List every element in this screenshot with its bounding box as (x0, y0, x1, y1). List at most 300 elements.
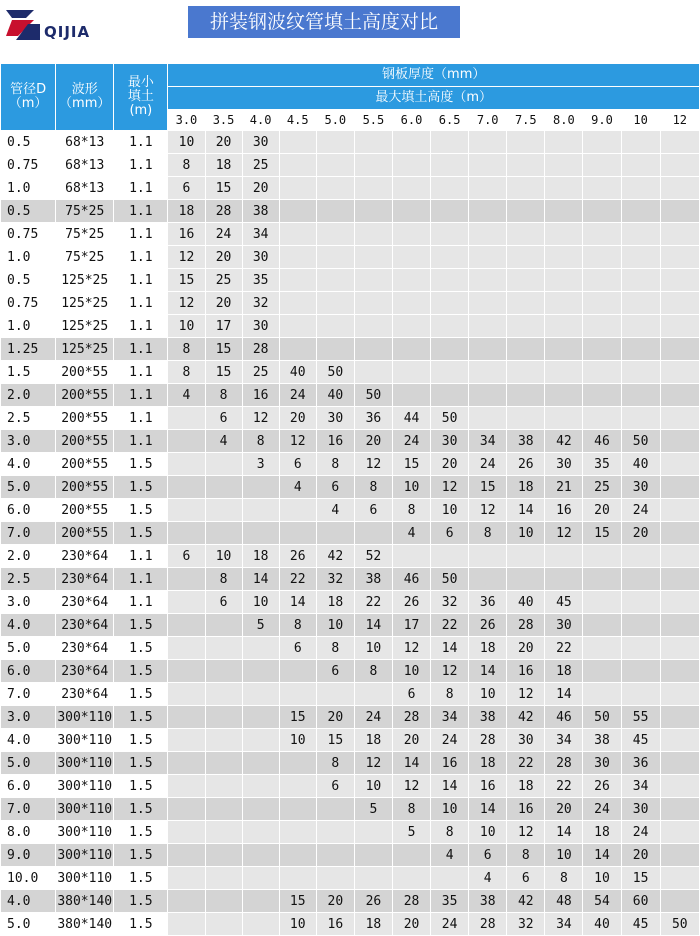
cell-fill-height: 24 (469, 453, 507, 476)
cell-fill-height: 34 (469, 430, 507, 453)
cell-fill-height (431, 384, 469, 407)
cell-fill-height (545, 384, 583, 407)
cell-fill-height: 26 (392, 591, 430, 614)
cell-fill-height: 52 (354, 545, 392, 568)
cell-fill-height: 18 (507, 775, 545, 798)
cell-wave: 200*55 (56, 453, 114, 476)
cell-fill-height (316, 269, 354, 292)
cell-fill-height (660, 775, 699, 798)
cell-fill-height: 14 (545, 821, 583, 844)
cell-fill-height (242, 660, 279, 683)
cell-fill-height (469, 315, 507, 338)
cell-wave: 230*64 (56, 637, 114, 660)
cell-fill-height: 8 (168, 154, 205, 177)
cell-fill-height: 16 (469, 775, 507, 798)
cell-fill-height: 5 (354, 798, 392, 821)
cell-fill-height (279, 154, 316, 177)
cell-fill-height (205, 867, 242, 890)
cell-wave: 300*110 (56, 867, 114, 890)
cell-fill-height (242, 752, 279, 775)
cell-min-fill: 1.5 (114, 683, 168, 706)
table-row (1, 867, 700, 890)
cell-fill-height (316, 131, 354, 154)
cell-fill-height (621, 177, 660, 200)
cell-fill-height: 20 (316, 706, 354, 729)
cell-fill-height: 15 (205, 177, 242, 200)
cell-fill-height (583, 683, 621, 706)
cell-fill-height (392, 200, 430, 223)
cell-fill-height: 16 (316, 913, 354, 936)
cell-fill-height (469, 568, 507, 591)
cell-fill-height (168, 476, 205, 499)
cell-fill-height (621, 545, 660, 568)
cell-fill-height: 14 (431, 637, 469, 660)
table-body (1, 131, 700, 936)
cell-fill-height (354, 200, 392, 223)
cell-fill-height (316, 315, 354, 338)
cell-fill-height: 20 (205, 292, 242, 315)
cell-fill-height (431, 154, 469, 177)
cell-fill-height (621, 568, 660, 591)
cell-fill-height (583, 384, 621, 407)
cell-fill-height (392, 292, 430, 315)
cell-fill-height (583, 131, 621, 154)
thickness-header: 7.5 (507, 110, 545, 131)
cell-fill-height (545, 154, 583, 177)
cell-fill-height: 22 (279, 568, 316, 591)
cell-fill-height (205, 522, 242, 545)
cell-min-fill: 1.1 (114, 292, 168, 315)
cell-fill-height: 26 (507, 453, 545, 476)
cell-fill-height: 4 (205, 430, 242, 453)
cell-fill-height (507, 338, 545, 361)
cell-fill-height (660, 867, 699, 890)
cell-diameter: 4.0 (1, 453, 56, 476)
cell-fill-height (431, 269, 469, 292)
table-row (1, 568, 700, 591)
cell-fill-height (469, 223, 507, 246)
cell-fill-height (392, 246, 430, 269)
cell-diameter: 5.0 (1, 752, 56, 775)
cell-fill-height (168, 798, 205, 821)
cell-min-fill: 1.5 (114, 913, 168, 936)
cell-wave: 230*64 (56, 545, 114, 568)
cell-fill-height (621, 200, 660, 223)
cell-diameter: 6.0 (1, 775, 56, 798)
table-row (1, 361, 700, 384)
cell-fill-height (621, 614, 660, 637)
cell-fill-height: 55 (621, 706, 660, 729)
cell-diameter: 3.0 (1, 706, 56, 729)
cell-fill-height: 30 (583, 752, 621, 775)
cell-fill-height: 24 (431, 729, 469, 752)
cell-fill-height: 50 (660, 913, 699, 936)
cell-fill-height (621, 154, 660, 177)
cell-fill-height (660, 430, 699, 453)
cell-fill-height: 38 (469, 706, 507, 729)
cell-fill-height (660, 821, 699, 844)
cell-min-fill: 1.1 (114, 384, 168, 407)
cell-wave: 200*55 (56, 361, 114, 384)
cell-fill-height (205, 844, 242, 867)
cell-fill-height (545, 568, 583, 591)
cell-fill-height (354, 683, 392, 706)
cell-diameter: 1.0 (1, 315, 56, 338)
cell-fill-height (660, 361, 699, 384)
table-row (1, 223, 700, 246)
cell-fill-height (316, 200, 354, 223)
cell-fill-height (621, 591, 660, 614)
cell-fill-height (279, 660, 316, 683)
cell-fill-height (507, 315, 545, 338)
cell-fill-height: 16 (431, 752, 469, 775)
cell-fill-height (431, 200, 469, 223)
cell-fill-height: 42 (507, 890, 545, 913)
table-row (1, 637, 700, 660)
cell-wave: 300*110 (56, 821, 114, 844)
cell-fill-height (316, 867, 354, 890)
table-row (1, 131, 700, 154)
top-bar (0, 0, 700, 58)
cell-fill-height: 6 (279, 453, 316, 476)
cell-fill-height: 20 (205, 246, 242, 269)
cell-fill-height (242, 798, 279, 821)
table-row (1, 476, 700, 499)
cell-min-fill: 1.1 (114, 154, 168, 177)
cell-fill-height: 24 (621, 499, 660, 522)
cell-fill-height (279, 338, 316, 361)
cell-fill-height: 28 (205, 200, 242, 223)
cell-wave: 300*110 (56, 844, 114, 867)
cell-fill-height (660, 706, 699, 729)
cell-fill-height: 45 (545, 591, 583, 614)
cell-fill-height: 12 (469, 499, 507, 522)
cell-fill-height: 20 (392, 913, 430, 936)
cell-fill-height (316, 223, 354, 246)
header-max-fill: 最大填土高度（m） (168, 87, 700, 110)
cell-fill-height (621, 637, 660, 660)
cell-wave: 200*55 (56, 522, 114, 545)
cell-fill-height (168, 499, 205, 522)
cell-fill-height: 12 (242, 407, 279, 430)
header-min-fill (114, 64, 168, 131)
cell-fill-height: 15 (205, 361, 242, 384)
table-row (1, 407, 700, 430)
cell-fill-height: 5 (242, 614, 279, 637)
cell-fill-height (621, 660, 660, 683)
cell-fill-height (621, 269, 660, 292)
cell-fill-height (354, 844, 392, 867)
cell-wave: 300*110 (56, 775, 114, 798)
cell-fill-height (316, 522, 354, 545)
cell-fill-height (168, 913, 205, 936)
cell-fill-height: 20 (431, 453, 469, 476)
cell-fill-height (205, 890, 242, 913)
cell-fill-height: 30 (545, 453, 583, 476)
cell-fill-height (545, 407, 583, 430)
table-row (1, 154, 700, 177)
cell-fill-height: 50 (431, 407, 469, 430)
cell-fill-height: 18 (545, 660, 583, 683)
cell-fill-height (242, 522, 279, 545)
cell-fill-height (205, 729, 242, 752)
cell-fill-height (354, 338, 392, 361)
cell-wave: 230*64 (56, 683, 114, 706)
cell-fill-height (279, 775, 316, 798)
cell-fill-height (168, 706, 205, 729)
cell-fill-height (354, 315, 392, 338)
cell-fill-height: 16 (316, 430, 354, 453)
cell-fill-height (168, 844, 205, 867)
cell-fill-height: 18 (168, 200, 205, 223)
cell-fill-height (660, 752, 699, 775)
cell-min-fill: 1.1 (114, 200, 168, 223)
table-row (1, 844, 700, 867)
cell-fill-height: 38 (469, 890, 507, 913)
cell-fill-height (583, 154, 621, 177)
cell-fill-height: 54 (583, 890, 621, 913)
cell-fill-height: 18 (507, 476, 545, 499)
cell-fill-height: 20 (242, 177, 279, 200)
cell-fill-height (316, 338, 354, 361)
table-row (1, 499, 700, 522)
cell-fill-height (242, 775, 279, 798)
cell-fill-height: 42 (316, 545, 354, 568)
cell-fill-height: 12 (392, 637, 430, 660)
cell-wave: 230*64 (56, 568, 114, 591)
cell-fill-height: 34 (545, 729, 583, 752)
cell-fill-height: 4 (469, 867, 507, 890)
cell-fill-height: 30 (621, 798, 660, 821)
cell-fill-height (279, 683, 316, 706)
cell-fill-height (392, 545, 430, 568)
cell-fill-height (621, 407, 660, 430)
cell-fill-height (392, 338, 430, 361)
cell-fill-height: 4 (316, 499, 354, 522)
cell-fill-height: 20 (621, 844, 660, 867)
cell-fill-height: 18 (469, 752, 507, 775)
cell-fill-height (621, 361, 660, 384)
cell-fill-height (392, 315, 430, 338)
table-row (1, 177, 700, 200)
cell-fill-height (316, 798, 354, 821)
cell-fill-height: 38 (354, 568, 392, 591)
cell-fill-height: 6 (354, 499, 392, 522)
cell-fill-height (545, 545, 583, 568)
cell-fill-height: 25 (242, 361, 279, 384)
cell-fill-height: 8 (205, 568, 242, 591)
cell-fill-height (168, 407, 205, 430)
cell-fill-height (168, 775, 205, 798)
cell-wave: 200*55 (56, 476, 114, 499)
cell-fill-height: 14 (354, 614, 392, 637)
cell-fill-height: 50 (583, 706, 621, 729)
cell-fill-height (660, 315, 699, 338)
cell-fill-height: 10 (392, 660, 430, 683)
cell-fill-height: 8 (168, 361, 205, 384)
cell-fill-height: 35 (242, 269, 279, 292)
table-row (1, 798, 700, 821)
cell-fill-height (507, 200, 545, 223)
logo-mark-icon (4, 6, 42, 44)
cell-fill-height: 4 (431, 844, 469, 867)
cell-diameter: 0.5 (1, 200, 56, 223)
cell-min-fill: 1.1 (114, 545, 168, 568)
cell-fill-height: 10 (354, 775, 392, 798)
cell-fill-height (392, 867, 430, 890)
thickness-header: 7.0 (469, 110, 507, 131)
cell-fill-height: 21 (545, 476, 583, 499)
cell-wave: 68*13 (56, 131, 114, 154)
cell-fill-height (660, 545, 699, 568)
cell-fill-height: 32 (242, 292, 279, 315)
cell-fill-height (545, 269, 583, 292)
cell-fill-height (205, 683, 242, 706)
cell-fill-height: 38 (507, 430, 545, 453)
cell-fill-height: 34 (621, 775, 660, 798)
cell-fill-height: 10 (545, 844, 583, 867)
cell-fill-height (660, 269, 699, 292)
cell-fill-height: 8 (168, 338, 205, 361)
cell-fill-height: 26 (469, 614, 507, 637)
cell-fill-height: 30 (242, 246, 279, 269)
cell-fill-height: 14 (392, 752, 430, 775)
cell-fill-height: 22 (545, 775, 583, 798)
cell-fill-height (583, 315, 621, 338)
cell-fill-height (392, 361, 430, 384)
cell-diameter: 2.0 (1, 545, 56, 568)
cell-fill-height (621, 131, 660, 154)
cell-fill-height: 18 (583, 821, 621, 844)
cell-fill-height: 24 (583, 798, 621, 821)
cell-min-fill: 1.1 (114, 591, 168, 614)
cell-fill-height (168, 637, 205, 660)
cell-fill-height (392, 131, 430, 154)
cell-fill-height (279, 246, 316, 269)
cell-diameter: 4.0 (1, 729, 56, 752)
cell-fill-height: 10 (431, 798, 469, 821)
cell-fill-height: 18 (354, 729, 392, 752)
cell-fill-height (545, 315, 583, 338)
cell-min-fill: 1.1 (114, 246, 168, 269)
cell-fill-height (660, 407, 699, 430)
cell-fill-height (660, 844, 699, 867)
cell-fill-height: 6 (168, 545, 205, 568)
cell-fill-height: 8 (392, 499, 430, 522)
cell-fill-height: 50 (621, 430, 660, 453)
cell-fill-height (545, 223, 583, 246)
fill-height-table (0, 63, 700, 936)
cell-fill-height (242, 890, 279, 913)
cell-fill-height (583, 223, 621, 246)
cell-fill-height: 28 (507, 614, 545, 637)
cell-diameter: 5.0 (1, 476, 56, 499)
cell-fill-height: 34 (545, 913, 583, 936)
cell-fill-height (205, 821, 242, 844)
cell-fill-height (168, 729, 205, 752)
cell-fill-height: 32 (431, 591, 469, 614)
cell-fill-height (621, 292, 660, 315)
cell-fill-height (205, 476, 242, 499)
cell-fill-height (507, 384, 545, 407)
cell-min-fill: 1.5 (114, 729, 168, 752)
cell-fill-height (583, 407, 621, 430)
cell-fill-height (431, 361, 469, 384)
cell-fill-height (316, 821, 354, 844)
cell-fill-height (507, 545, 545, 568)
cell-fill-height: 26 (354, 890, 392, 913)
cell-diameter: 7.0 (1, 522, 56, 545)
cell-fill-height: 28 (545, 752, 583, 775)
cell-fill-height: 8 (469, 522, 507, 545)
cell-fill-height (205, 660, 242, 683)
cell-fill-height (242, 706, 279, 729)
cell-min-fill: 1.5 (114, 499, 168, 522)
cell-fill-height (545, 292, 583, 315)
table-row (1, 706, 700, 729)
cell-fill-height (507, 269, 545, 292)
cell-fill-height (583, 545, 621, 568)
cell-fill-height (583, 568, 621, 591)
cell-fill-height (507, 177, 545, 200)
cell-fill-height: 6 (205, 591, 242, 614)
cell-fill-height: 15 (621, 867, 660, 890)
cell-fill-height (469, 361, 507, 384)
cell-fill-height (469, 246, 507, 269)
cell-fill-height: 6 (205, 407, 242, 430)
cell-diameter: 1.0 (1, 177, 56, 200)
cell-fill-height: 46 (392, 568, 430, 591)
table-row (1, 522, 700, 545)
cell-fill-height (660, 568, 699, 591)
cell-fill-height (242, 637, 279, 660)
cell-fill-height: 40 (279, 361, 316, 384)
cell-min-fill: 1.5 (114, 775, 168, 798)
cell-fill-height (354, 177, 392, 200)
cell-fill-height (242, 867, 279, 890)
cell-fill-height (583, 591, 621, 614)
cell-fill-height: 12 (507, 821, 545, 844)
cell-fill-height (279, 292, 316, 315)
cell-fill-height (431, 246, 469, 269)
cell-fill-height: 12 (354, 752, 392, 775)
cell-fill-height: 8 (507, 844, 545, 867)
cell-fill-height (660, 292, 699, 315)
table-row (1, 246, 700, 269)
cell-fill-height: 45 (621, 913, 660, 936)
cell-fill-height (279, 821, 316, 844)
cell-fill-height: 28 (392, 706, 430, 729)
cell-fill-height: 24 (621, 821, 660, 844)
cell-wave: 200*55 (56, 384, 114, 407)
header-diameter-label: 管径D (10, 82, 47, 97)
cell-fill-height (392, 384, 430, 407)
cell-fill-height (545, 200, 583, 223)
cell-fill-height (507, 361, 545, 384)
cell-fill-height: 8 (279, 614, 316, 637)
cell-wave: 125*25 (56, 338, 114, 361)
cell-fill-height (469, 131, 507, 154)
cell-diameter: 1.25 (1, 338, 56, 361)
table-row (1, 775, 700, 798)
cell-min-fill: 1.1 (114, 338, 168, 361)
cell-wave: 75*25 (56, 246, 114, 269)
cell-fill-height: 25 (242, 154, 279, 177)
cell-fill-height (242, 476, 279, 499)
table-row (1, 315, 700, 338)
cell-fill-height: 20 (621, 522, 660, 545)
cell-fill-height (279, 269, 316, 292)
